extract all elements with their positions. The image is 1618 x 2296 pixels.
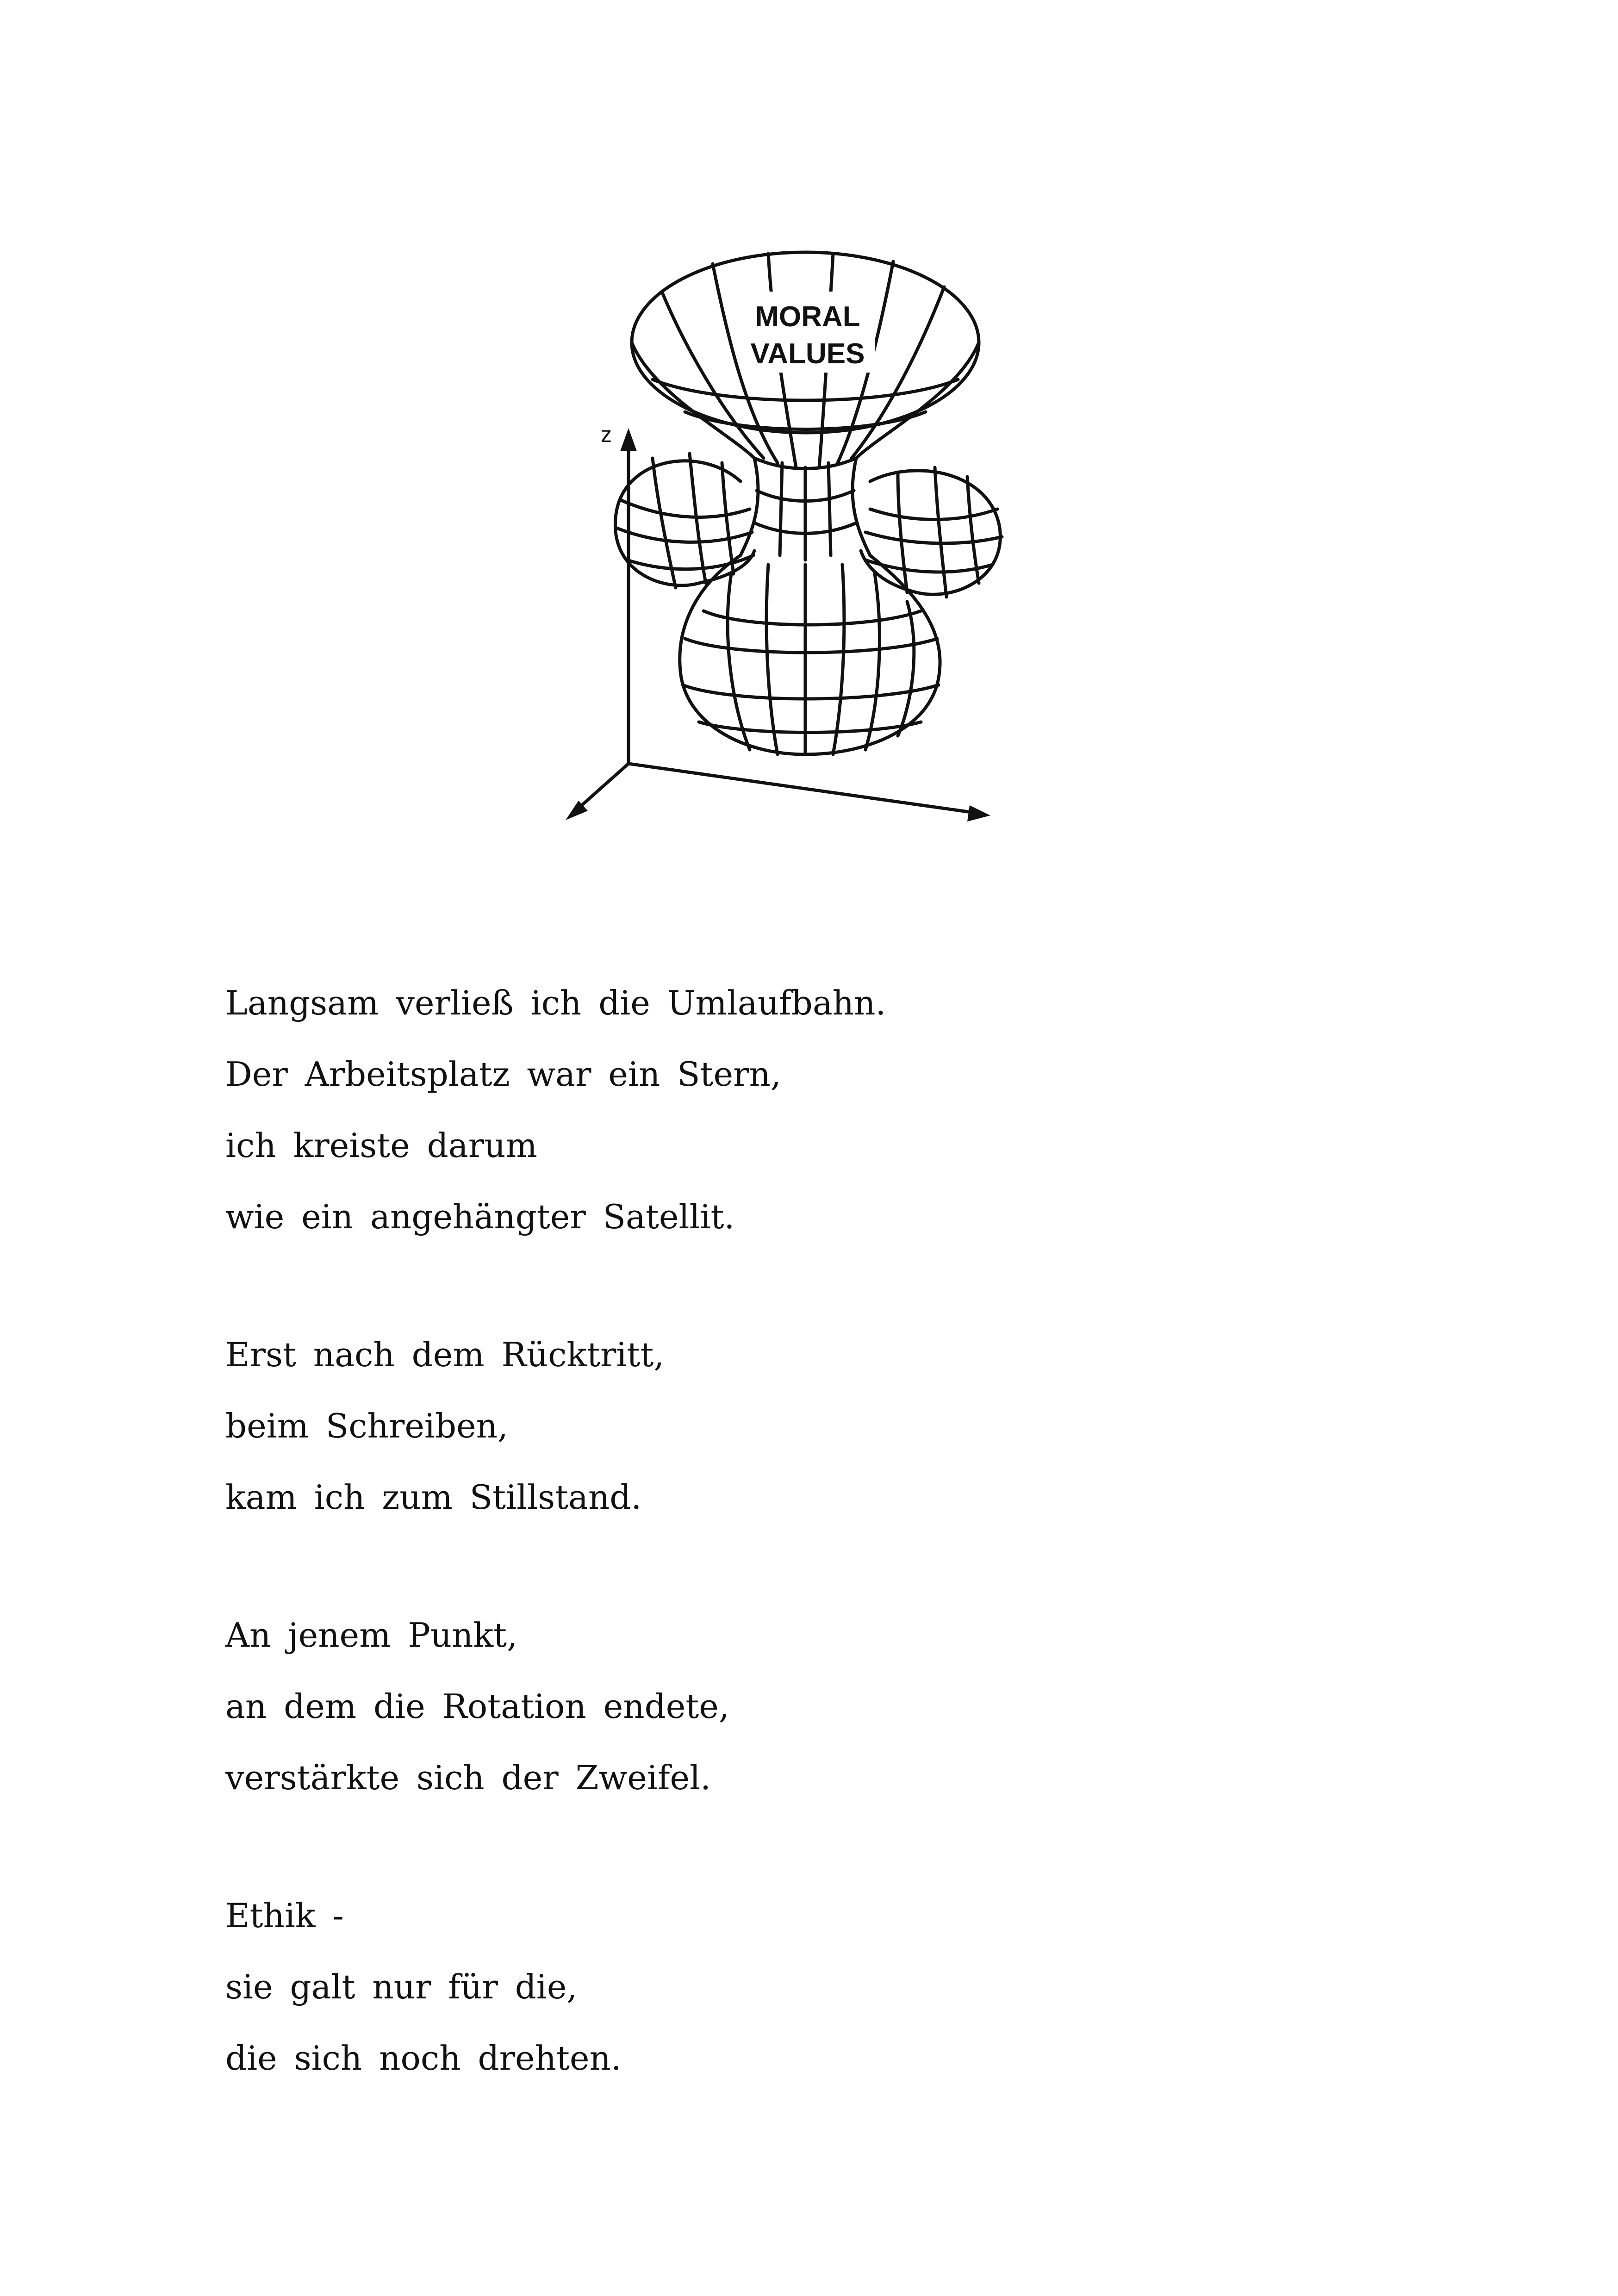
stanza-1: [225, 967, 1429, 1252]
surface-illustration-icon: [546, 241, 1009, 842]
poem-line: die sich noch drehten.: [225, 2039, 622, 2078]
stanza-2: [225, 1319, 1429, 1533]
stanza-4: [225, 1880, 1429, 2094]
poem: [225, 967, 1429, 2160]
moral-values-figure: [546, 241, 1009, 842]
y-axis: [629, 764, 981, 814]
poem-line: Erst nach dem Rücktritt,: [225, 1335, 665, 1374]
y-axis-arrow-icon: [967, 805, 990, 821]
figure-label-line1: MORAL: [755, 301, 860, 333]
poem-line: kam ich zum Stillstand.: [225, 1478, 642, 1517]
stanza-3: [225, 1599, 1429, 1813]
poem-line: ich kreiste darum: [225, 1126, 537, 1165]
poem-line: an dem die Rotation endete,: [225, 1687, 729, 1726]
poem-line: beim Schreiben,: [225, 1406, 508, 1445]
z-axis-label: z: [601, 423, 612, 447]
poem-line: An jenem Punkt,: [225, 1616, 517, 1655]
poem-line: Der Arbeitsplatz war ein Stern,: [225, 1055, 781, 1094]
poem-line: Langsam verließ ich die Umlaufbahn.: [225, 983, 886, 1022]
poem-line: sie galt nur für die,: [225, 1967, 578, 2006]
poem-line: wie ein angehängter Satellit.: [225, 1197, 735, 1236]
figure-label-line2: VALUES: [750, 338, 865, 370]
poem-line: verstärkte sich der Zweifel.: [225, 1758, 711, 1797]
z-axis-arrow-icon: [620, 428, 637, 451]
poem-line: Ethik -: [225, 1896, 344, 1935]
